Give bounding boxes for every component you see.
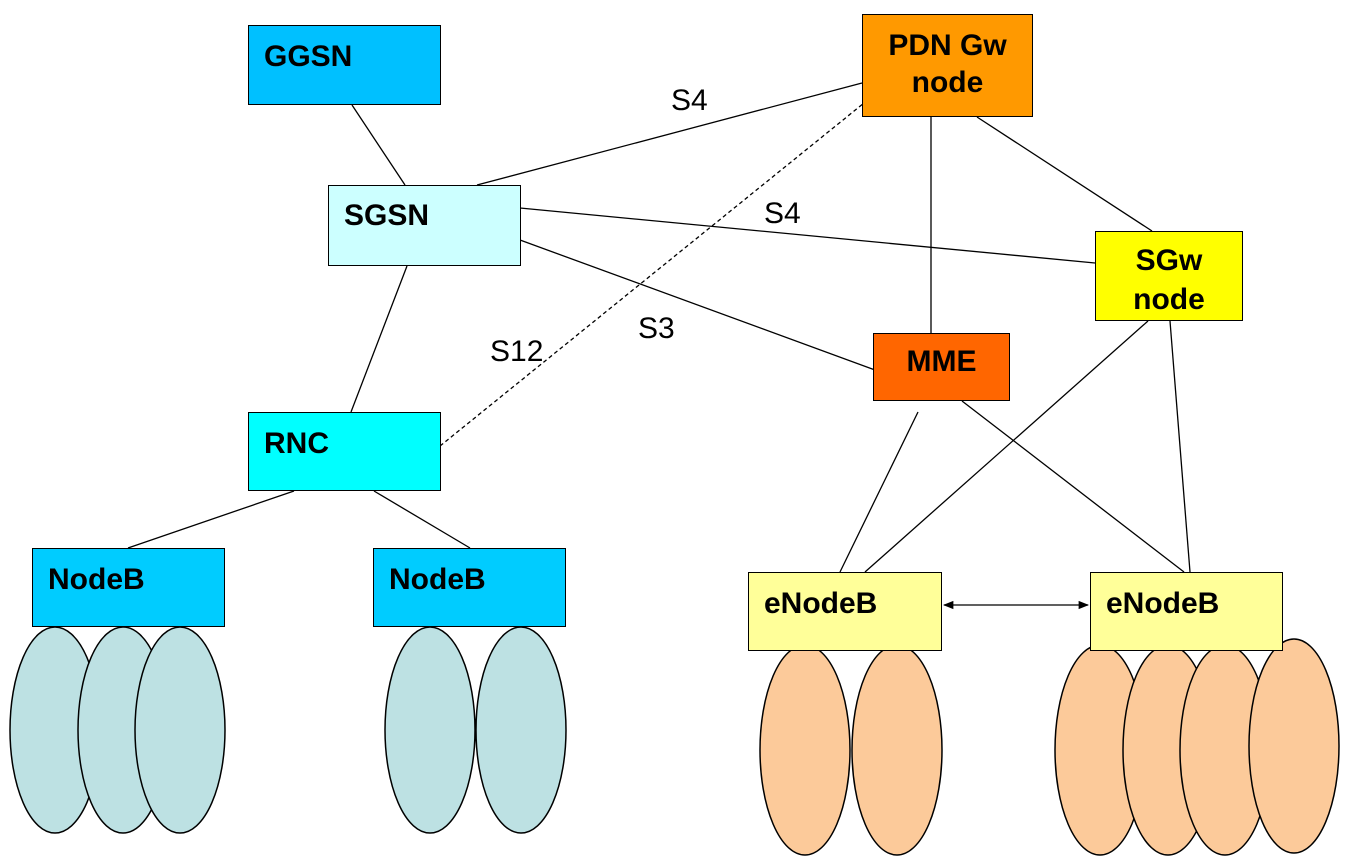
ggsn-label: GGSN — [264, 40, 353, 73]
sgw-label-line1: SGw — [1135, 244, 1203, 277]
interface-label-s3: S3 — [638, 312, 675, 345]
link-sgw-enodeb-2 — [1170, 321, 1190, 572]
link-ggsn-sgsn — [352, 105, 405, 185]
sgsn-node — [328, 185, 521, 266]
link-mme-enodeb-1 — [840, 412, 918, 572]
link-rnc-pdn-gw — [440, 103, 864, 446]
link-sgsn-mme — [520, 240, 875, 370]
enodeb-label: eNodeB — [764, 587, 878, 620]
link-pdn-gw-sgw — [977, 117, 1152, 231]
interface-label-s4-sgw: S4 — [764, 197, 801, 230]
interface-label-s12: S12 — [490, 335, 544, 368]
enodeb-label: eNodeB — [1106, 587, 1220, 620]
link-sgsn-pdn-gw — [477, 83, 862, 185]
ggsn-node — [248, 25, 441, 105]
interface-label-s4-pdn: S4 — [671, 84, 708, 117]
rnc-label: RNC — [264, 427, 329, 460]
mme-label: MME — [906, 345, 977, 378]
link-sgsn-rnc — [351, 266, 407, 412]
nodeb-node — [373, 548, 566, 627]
link-mme-enodeb-2 — [962, 401, 1184, 572]
pdn-gw-label-line1: PDN Gw — [888, 29, 1007, 62]
enodeb-node — [1090, 572, 1283, 651]
link-rnc-nodeb-2 — [374, 491, 470, 548]
pdn-gw-node — [862, 14, 1033, 117]
nodeb-label: NodeB — [48, 563, 145, 596]
nodeb-node — [32, 548, 225, 627]
sgw-label-line2: node — [1133, 283, 1205, 316]
pdn-gw-label-line2: node — [911, 66, 984, 99]
mme-node — [873, 333, 1010, 401]
rnc-node — [248, 412, 441, 491]
link-sgsn-sgw — [520, 208, 1095, 263]
nodeb-label: NodeB — [389, 563, 486, 596]
sgsn-label: SGSN — [344, 199, 430, 232]
link-rnc-nodeb-1 — [128, 491, 294, 548]
sgw-node — [1095, 231, 1243, 321]
enodeb-node — [748, 572, 942, 651]
